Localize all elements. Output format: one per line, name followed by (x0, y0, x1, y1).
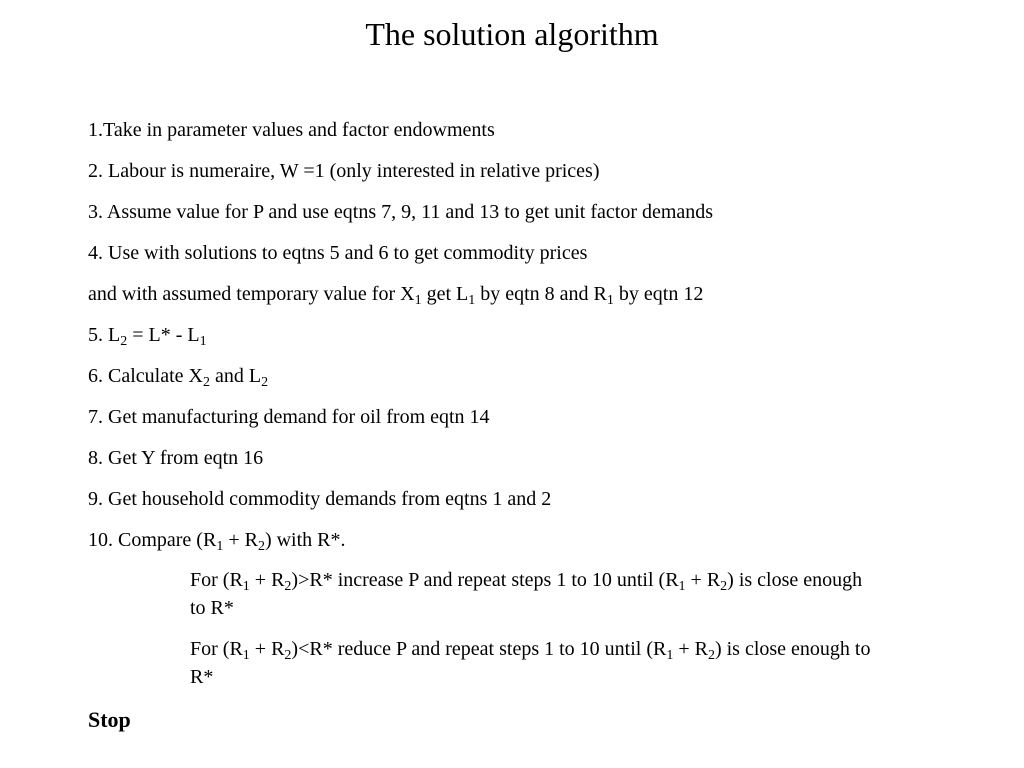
subscript: 1 (606, 293, 614, 308)
step-3: 3. Assume value for P and use eqtns 7, 9, 11 and 13 to get unit factor demands (88, 201, 714, 223)
step-6 (88, 362, 948, 403)
subscript: 2 (202, 375, 210, 390)
text: ) is close enough to R* (190, 569, 863, 619)
text: )>R* increase P and repeat steps 1 to 10 until (R (291, 569, 679, 591)
subscript: 1 (242, 648, 250, 663)
text: and with assumed temporary value for X (88, 283, 415, 305)
text: and L (209, 365, 262, 387)
slide-title: The solution algorithm (365, 16, 659, 52)
step-4: 4. Use with solutions to eqtns 5 and 6 to get commodity prices (88, 242, 588, 264)
step-9: 9. Get household commodity demands from eqtns 1 and 2 (88, 488, 552, 510)
text: ) with R*. (264, 529, 346, 551)
subscript: 1 (414, 293, 422, 308)
algorithm-steps (88, 116, 948, 567)
subscript: 2 (284, 648, 292, 663)
step-2: 2. Labour is numeraire, W =1 (only interested in relative prices) (88, 160, 600, 182)
text: )<R* reduce P and repeat steps 1 to 10 until (R (291, 638, 667, 660)
text: + R (249, 569, 285, 591)
step-10 (88, 526, 948, 567)
text: 6. Calculate X (88, 365, 203, 387)
step-5 (88, 321, 948, 362)
text: ) is close enough to R* (190, 638, 871, 688)
text: by eqtn 8 and R (475, 283, 607, 305)
subscript: 1 (468, 293, 476, 308)
text: + R (673, 638, 708, 660)
subscript: 2 (720, 579, 728, 594)
subscript: 2 (120, 334, 128, 349)
subscript: 2 (707, 648, 715, 663)
text: For (R (190, 638, 243, 660)
text: + R (685, 569, 721, 591)
text: = L* - L (127, 324, 200, 346)
text: 5. L (88, 324, 121, 346)
increase-condition (190, 566, 880, 622)
text: For (R (190, 569, 243, 591)
step-8: 8. Get Y from eqtn 16 (88, 447, 264, 469)
text: get L (421, 283, 469, 305)
subscript: 1 (666, 648, 674, 663)
subscript: 1 (242, 579, 250, 594)
text: + R (223, 529, 258, 551)
reduce-condition (190, 635, 880, 691)
subscript: 2 (257, 539, 265, 554)
text: 10. Compare (R (88, 529, 217, 551)
text: + R (249, 638, 285, 660)
subscript: 1 (199, 334, 207, 349)
subscript: 2 (284, 579, 292, 594)
step-7: 7. Get manufacturing demand for oil from eqtn 14 (88, 406, 490, 428)
step-4-continued (88, 280, 948, 321)
subscript: 1 (678, 579, 686, 594)
text: by eqtn 12 (613, 283, 704, 305)
subscript: 2 (261, 375, 269, 390)
step-1: 1.Take in parameter values and factor endowments (88, 119, 495, 141)
subscript: 1 (216, 539, 224, 554)
stop-label: Stop (88, 707, 131, 732)
